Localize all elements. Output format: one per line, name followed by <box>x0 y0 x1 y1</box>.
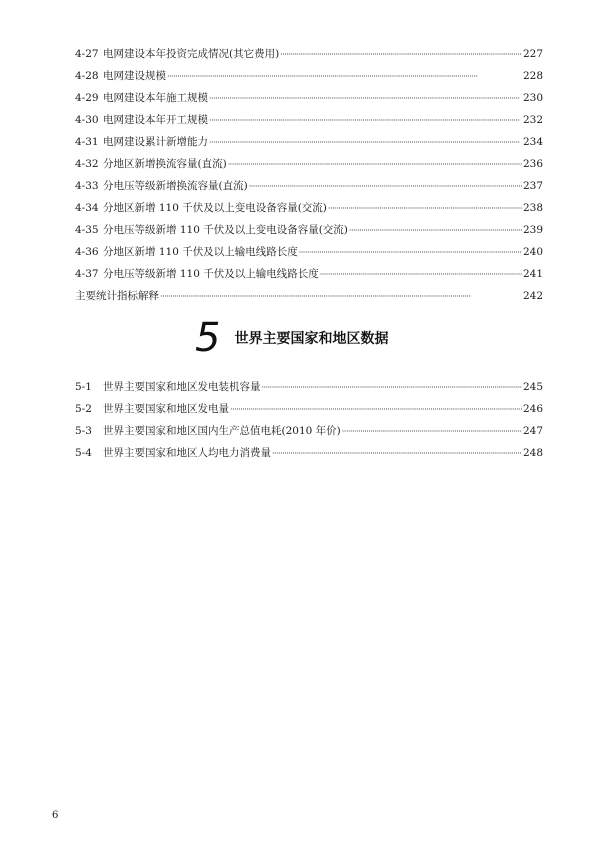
toc-entry-appendix[interactable] <box>75 285 543 307</box>
entry-title: 世界主要国家和地区发电量 <box>103 403 229 415</box>
entry-page: 239 <box>522 224 543 236</box>
section-number: 5 <box>195 315 221 361</box>
entry-title: 电网建设规模 <box>103 70 166 82</box>
entry-title: 分电压等级新增换流容量(直流) <box>103 180 248 192</box>
dot-leader <box>167 66 522 88</box>
toc-entry[interactable] <box>75 442 543 464</box>
dot-leader <box>349 220 522 242</box>
entry-page: 228 <box>522 70 543 82</box>
toc-entry[interactable] <box>75 131 543 153</box>
toc-entry[interactable] <box>75 241 543 263</box>
dot-leader <box>249 176 522 198</box>
dot-leader <box>299 242 522 264</box>
entry-number: 4-29 <box>75 92 99 104</box>
toc-entry[interactable] <box>75 219 543 241</box>
toc-entry[interactable] <box>75 398 543 420</box>
dot-leader <box>342 421 522 443</box>
toc-entry[interactable] <box>75 87 543 109</box>
toc-entry[interactable] <box>75 43 543 65</box>
entry-title: 分电压等级新增 110 千伏及以上变电设备容量(交流) <box>103 224 348 236</box>
entry-number: 4-37 <box>75 268 99 280</box>
entry-number: 4-31 <box>75 136 99 148</box>
entry-title: 电网建设本年开工规模 <box>103 114 208 126</box>
toc-entry[interactable] <box>75 175 543 197</box>
entry-number: 4-34 <box>75 202 99 214</box>
entry-page: 232 <box>522 114 543 126</box>
dot-leader <box>230 399 522 421</box>
toc-entry[interactable] <box>75 109 543 131</box>
section-heading <box>195 316 388 360</box>
dot-leader <box>320 264 522 286</box>
dot-leader <box>209 110 522 132</box>
entry-title: 分地区新增 110 千伏及以上变电设备容量(交流) <box>103 202 327 214</box>
entry-page: 248 <box>522 447 543 459</box>
entry-number: 4-35 <box>75 224 99 236</box>
entry-number: 4-28 <box>75 70 99 82</box>
entry-number: 5-1 <box>75 381 92 393</box>
entry-title: 分地区新增换流容量(直流) <box>103 158 227 170</box>
toc-entry[interactable] <box>75 376 543 398</box>
entry-page: 236 <box>522 158 543 170</box>
entry-number: 4-30 <box>75 114 99 126</box>
entry-page: 227 <box>522 48 543 60</box>
entry-title: 电网建设累计新增能力 <box>103 136 208 148</box>
entry-number: 4-33 <box>75 180 99 192</box>
dot-leader <box>209 132 522 154</box>
entry-page: 245 <box>522 381 543 393</box>
entry-page: 241 <box>522 268 543 280</box>
entry-number: 5-3 <box>75 425 92 437</box>
entry-title: 电网建设本年投资完成情况(其它费用) <box>103 48 280 60</box>
entry-page: 234 <box>522 136 543 148</box>
entry-title: 分电压等级新增 110 千伏及以上输电线路长度 <box>103 268 319 280</box>
entry-page: 242 <box>522 290 543 302</box>
dot-leader <box>228 154 522 176</box>
entry-number: 4-32 <box>75 158 99 170</box>
entry-title: 世界主要国家和地区发电装机容量 <box>103 381 261 393</box>
dot-leader <box>209 88 522 110</box>
section-title: 世界主要国家和地区数据 <box>234 331 389 347</box>
entry-title: 电网建设本年施工规模 <box>103 92 208 104</box>
page-number: 6 <box>52 810 59 821</box>
entry-number: 5-2 <box>75 403 92 415</box>
entry-page: 238 <box>522 202 543 214</box>
dot-leader <box>328 198 522 220</box>
dot-leader <box>272 443 522 465</box>
dot-leader <box>262 377 522 399</box>
toc-entry[interactable] <box>75 153 543 175</box>
entry-page: 247 <box>522 425 543 437</box>
entry-title: 分地区新增 110 千伏及以上输电线路长度 <box>103 246 298 258</box>
toc-entry[interactable] <box>75 263 543 285</box>
entry-page: 230 <box>522 92 543 104</box>
entry-number: 5-4 <box>75 447 92 459</box>
toc-entry[interactable] <box>75 65 543 87</box>
dot-leader <box>160 286 522 308</box>
entry-page: 240 <box>522 246 543 258</box>
entry-title: 主要统计指标解释 <box>75 290 159 302</box>
entry-title: 世界主要国家和地区人均电力消费量 <box>103 447 271 459</box>
toc-list-part2 <box>75 376 543 464</box>
entry-number: 4-27 <box>75 48 99 60</box>
entry-page: 237 <box>522 180 543 192</box>
dot-leader <box>280 44 522 66</box>
entry-title: 世界主要国家和地区国内生产总值电耗(2010 年价) <box>103 425 341 437</box>
entry-page: 246 <box>522 403 543 415</box>
toc-entry[interactable] <box>75 420 543 442</box>
toc-list-part1 <box>75 43 543 307</box>
entry-number: 4-36 <box>75 246 99 258</box>
toc-entry[interactable] <box>75 197 543 219</box>
